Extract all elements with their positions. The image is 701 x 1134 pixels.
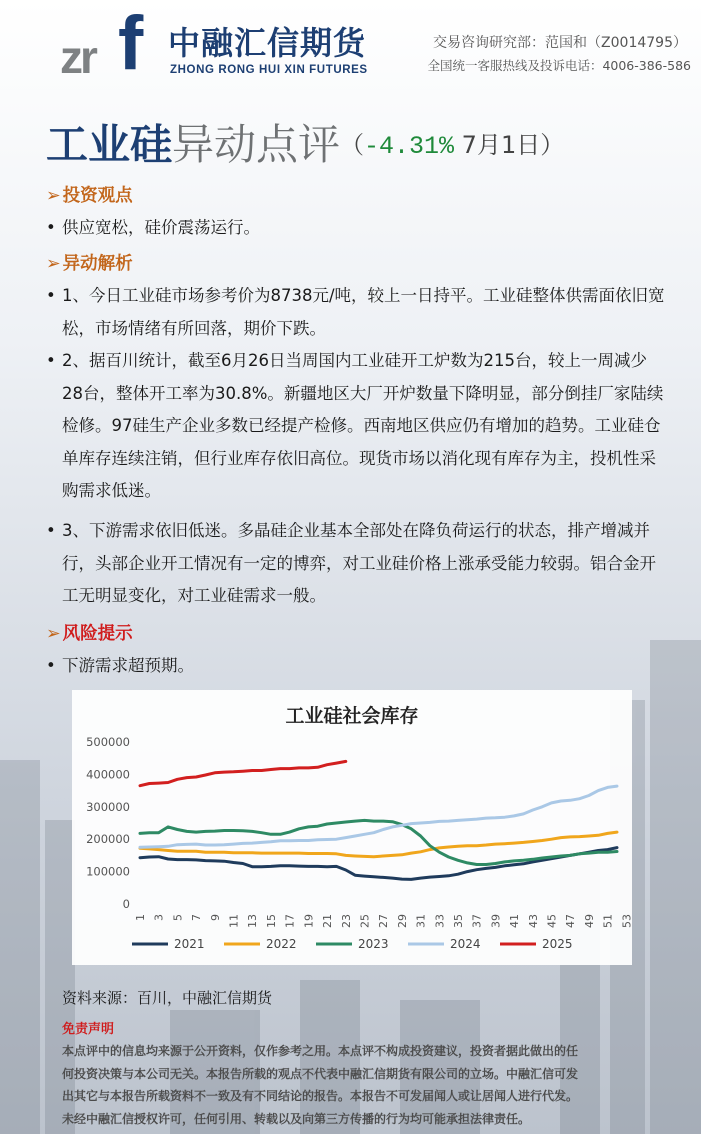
logo-f: f [118,1,144,86]
arrow-icon: ➢ [46,624,61,644]
view-paragraph [46,212,666,245]
x-tick-label: 47 [564,914,578,928]
disclaimer-title: 免责声明 [62,1022,115,1037]
section-heading-view [46,182,133,207]
y-tick-label: 0 [122,897,130,911]
legend-label-2025: 2025 [542,937,573,951]
section-heading-risk [46,620,133,645]
legend-label-2023: 2023 [358,937,389,951]
title-product: 工业硅 [46,120,173,169]
view-text: 供应宽松，硅价震荡运行。 [62,218,260,237]
x-tick-label: 1 [134,914,147,921]
y-tick-label: 500000 [86,735,130,749]
title-change: -4.31% [364,132,455,161]
y-tick-label: 300000 [86,799,130,814]
view-heading-text: 投资观点 [62,186,133,206]
series-line-2024 [140,786,617,847]
disclaimer-line: 未经中融汇信授权许可，任何引用、转载以及向第三方传播的行为均可能承担法律责任。 [62,1111,531,1126]
source-note: 资料来源：百川，中融汇信期货 [62,989,273,1007]
chart-title: 工业硅社会库存 [285,705,419,727]
title-paren-close: ） [540,131,565,159]
title-paren-open: （ [340,131,365,159]
legend-label-2024: 2024 [450,937,481,951]
analysis-text-2: 2、据百川统计，截至6月26日当周国内工业硅开工炉数为215台，较上一周减少28台，整体开工率为30.8%。新疆地区大厂开炉数量下降明显，部分倒挂厂家陆续检修。97硅生产企业多数已经提产检修。西南地区供应仍有增加的趋势。工业硅仓单库存连续注销，但行业库存依旧高位。现货市场以消化现有库存为主，投机性采购需求低迷。 [62,351,664,500]
disclaimer-line: 何投资决策与本公司无关。本报告所载的观点不代表中融汇信期货有限公司的立场。中融汇信可发 [62,1066,579,1081]
arrow-icon: ➢ [46,186,61,206]
logo-company-cn: 中融汇信期货 [168,24,367,62]
analysis-text-3: 3、下游需求依旧低迷。多晶硅企业基本全部处在降负荷运行的状态，排产增减并行，头部企业开工情况有一定的博弈，对工业硅价格上涨承受能力较弱。铝合金开工无明显变化，对工业硅需求一般。 [62,521,656,605]
x-tick-label: 9 [208,914,222,921]
x-tick-label: 19 [302,914,316,928]
x-tick-label: 5 [171,914,185,921]
risk-paragraph [46,650,666,683]
analysis-heading-text: 异动解析 [62,254,133,274]
legend-label-2021: 2021 [174,937,205,951]
logo-zr: zr [60,31,95,83]
legend-label-2022: 2022 [266,937,297,951]
header [0,0,701,96]
x-tick-label: 35 [452,914,465,928]
x-tick-label: 27 [377,914,391,928]
bullet-icon: • [46,656,56,675]
x-tick-label: 51 [601,914,615,928]
x-tick-label: 45 [545,914,559,928]
risk-text: 下游需求超预期。 [62,656,194,675]
contact-hotline: 全国统一客服热线及投诉电话：4006-386-586 [427,58,691,73]
x-tick-label: 15 [264,914,278,928]
bullet-icon: • [46,521,56,540]
title-date: 7月1日 [454,131,541,159]
x-tick-label: 25 [358,914,372,928]
inventory-chart [72,690,632,965]
y-tick-label: 200000 [86,832,130,847]
x-tick-label: 53 [620,914,634,928]
x-tick-label: 7 [190,914,204,921]
x-tick-label: 33 [433,914,447,928]
bullet-icon: • [46,286,56,305]
y-tick-label: 100000 [86,864,130,879]
logo-company-en: ZHONG RONG HUI XIN FUTURES [170,64,368,76]
y-tick-label: 400000 [86,767,130,782]
x-tick-label: 17 [283,914,297,928]
x-tick-label: 3 [152,914,166,921]
analysis-item [46,515,666,613]
x-tick-label: 11 [227,914,241,928]
x-tick-label: 21 [321,914,335,928]
contact-analyst: 交易咨询研究部：范国和（Z0014795） [433,35,687,51]
disclaimer-line: 出其它与本报告所载资料不一致及有不同结论的报告。本报告不可发届闻人或让居闻人进行代发。 [62,1089,579,1103]
disclaimer-line: 本点评中的信息均来源于公开资料，仅作参考之用。本点评不构成投资建议，投资者据此做出的任 [62,1044,579,1058]
x-tick-label: 41 [508,914,522,928]
title-kind: 异动点评 [172,120,341,169]
series-line-2025 [140,761,346,785]
x-tick-label: 49 [582,914,596,928]
series-line-2023 [140,820,617,864]
risk-heading-text: 风险提示 [62,624,133,644]
x-tick-label: 31 [414,914,428,928]
x-tick-label: 29 [395,914,409,928]
bullet-icon: • [46,351,56,370]
section-heading-analysis [46,250,133,275]
x-tick-label: 43 [526,914,540,928]
x-tick-label: 39 [489,914,503,928]
analysis-item [46,280,666,345]
arrow-icon: ➢ [46,254,61,274]
x-tick-label: 23 [339,914,353,928]
analysis-item [46,345,666,508]
x-tick-label: 13 [246,914,260,928]
chart-svg [72,690,632,965]
bullet-icon: • [46,218,56,237]
disclaimer-body [62,1040,642,1130]
x-tick-label: 37 [470,914,484,928]
page-title [46,112,564,172]
analysis-text-1: 1、今日工业硅市场参考价为8738元/吨，较上一日持平。工业硅整体供需面依旧宽松，市场情绪有所回落，期价下跌。 [62,286,665,338]
